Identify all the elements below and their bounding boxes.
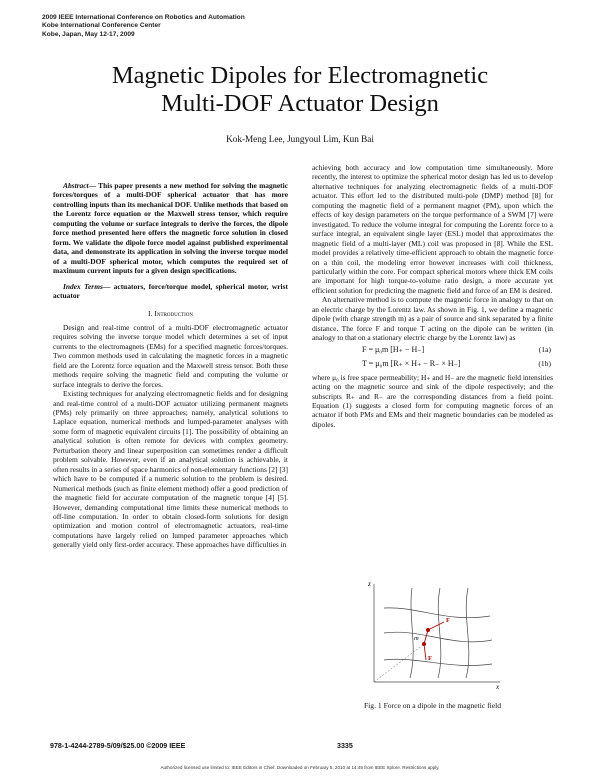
title-line-2: Multi-DOF Actuator Design <box>161 90 439 117</box>
title-line-1: Magnetic Dipoles for Electromagnetic <box>111 62 489 89</box>
section-title: Introduction <box>154 309 193 319</box>
force-label: F <box>428 655 432 662</box>
paper-title <box>0 62 600 118</box>
dipole-field-diagram <box>362 578 506 690</box>
field-line <box>384 632 492 642</box>
page-number: 3335 <box>337 742 353 750</box>
dipole-label: m <box>414 635 419 642</box>
index-terms-text: actuators, force/torque model, spherical motor, wrist actuator <box>53 281 288 300</box>
axis-label-x: x <box>496 683 500 690</box>
force-label: F <box>446 617 450 624</box>
paragraph: where μ₀ is free space permeability; H₊ and H₋ are the magnetic field intensities acting on the magnetic source and sink of the dipole respectively; and the subscripts R₊ and R₋ are the corresponding distances from a field point. Equation (1) suggests a closed form for computing magnetic forces of an actuator if both PMs and EMs and their magnetic boundaries can be modeled as dipoles. <box>312 372 553 429</box>
force-vector <box>428 622 444 630</box>
abstract-dash: — <box>88 181 97 190</box>
conference-name: 2009 IEEE International Conference on Robotics and Automation <box>42 14 245 21</box>
abstract-lead: Abstract <box>63 181 89 190</box>
equation-formula: F = μ₀m [H₊ − H₋] <box>362 344 425 354</box>
abstract-text: This paper presents a new method for solving the magnetic forces/torques of a multi-DOF spherical actuator that has more controlling inputs than its mechanical DOF. Unlike methods that based on the Lorentz force equation or the Maxwell stress tensor, which require computing the volume or surface integrals to derive the forces, the dipole force method presented here offers the magnetic force solution in closed form. We validate the dipole force model against published experimental data, and demonstrate its application in solving the inverse torque model of a multi-DOF spherical motor, which computes the required set of maximum current inputs for a given design specifications. <box>53 181 288 276</box>
right-column <box>312 163 553 429</box>
equation-number: (1b) <box>538 358 551 368</box>
dipole-axis <box>424 630 428 644</box>
left-column <box>53 181 288 550</box>
paragraph: An alternative method is to compute the magnetic force in analogy to that on an electric charge by the Lorentz law. As shown in Fig. 1, we define a magnetic dipole (with charge strength m) as a pair of source and sink separated by a finite distance. The force F and torque T acting on the dipole can be written (in analogy to that on a stationary electric charge by the Lorentz law) as <box>312 295 553 343</box>
abstract <box>53 181 288 276</box>
paragraph: Existing techniques for analyzing electromagnetic fields and for designing and real-time control of a multi-DOF actuator utilizing permanent magnets (PMs) rely primarily on three approaches; namely, analytical solutions to Laplace equation, numerical methods and lumped-parameter analyses with some form of magnetic equivalent circuits [1]. The possibility of obtaining an analytical solution is often remote for devices with complex geometry. Perturbation theory and linear superposition can sometimes render a difficult problem solvable. However, even if an analytical solution is achievable, it often results in a series of space harmonics of non-elementary functions [2] [3] which have to be computed if a numeric solution to the problem is desired. Numerical methods (such as finite element method) offer a good prediction of the magnetic field for accurate computation of the magnetic torque [4] [5]. However, demanding computational time limits these numerical methods to off-line computation. In order to obtain closed-form solutions for design optimization and motion control of electromagnetic actuators, real-time computations have largely relied on lumped parameter approaches which generally yield only first-order accuracy. These approaches have difficulties in <box>53 389 288 550</box>
figure-caption: Fig. 1 Force on a dipole in the magnetic field <box>363 701 502 710</box>
index-terms-lead: Index Terms <box>63 281 103 291</box>
dipole-source <box>426 628 430 632</box>
equation-1b <box>312 359 553 371</box>
axis-label-z: z <box>368 580 371 588</box>
field-line <box>384 608 490 618</box>
isbn-copyright: 978-1-4244-2789-5/09/$25.00 ©2009 IEEE <box>50 742 186 750</box>
position-vector <box>374 644 424 682</box>
field-line <box>438 588 441 678</box>
field-line <box>466 588 469 678</box>
figure-1 <box>362 578 506 690</box>
conference-header <box>42 14 245 39</box>
paragraph: achieving both accuracy and low computation time simultaneously. More recently, the interest to optimize the spherical motor design has led us to develop alternative techniques for analyzing electromagnetic fields of a multi-DOF actuator. This effort led to the distributed multi-pole (DMP) method [8] for computing the magnetic field of a permanent magnet (PM), upon which the effects of key design parameters on the torque performance of a SWM [7] were investigated. To reduce the volume integral for computing the Lorentz force to a surface integral, an equivalent single layer (ESL) model that approximates the magnetic field of a multi-layer (ML) coil was proposed in [8]. While the ESL model provides a relatively time-efficient approach to obtain the magnetic force on a thin coil, the modeling error however increases with coil thickness, particularly within the core. For compact spherical motors where thick EM coils are important for high torque-to-volume ratio design, a more accurate yet efficient solution for predicting the magnetic field and force of an EM is desired. <box>312 163 553 295</box>
paragraph: Design and real-time control of a multi-DOF electromagnetic actuator requires solving the inverse torque model which determines a set of input currents to the electromagnets (EMs) for a specified magnetic forces/torques. Two common methods used in calculating the magnetic forces in a magnetic field are the Lorentz force equation and the Maxwell stress tensor. Both these methods require solving the magnetic field and computing the volume or surface integrals to derive the forces. <box>53 322 288 389</box>
section-numeral: I. <box>148 309 153 319</box>
index-terms-dash: — <box>102 281 111 291</box>
index-terms <box>53 282 288 301</box>
equation-number: (1a) <box>538 344 551 354</box>
force-vector <box>424 644 426 660</box>
authorization-notice: Authorized licensed use limited to: IEEE Editors in Chief. Downloaded on February 5, 2010 at 14:49 from IEEE Xplore. Restrictions apply. <box>160 765 440 770</box>
conference-date: Kobe, Japan, May 12-17, 2009 <box>42 30 135 38</box>
author-list: Kok-Meng Lee, Jungyoul Lim, Kun Bai <box>226 134 374 144</box>
equation-1a <box>312 345 553 357</box>
conference-venue: Kobe International Conference Center <box>42 22 161 30</box>
section-heading <box>53 309 288 318</box>
equation-formula: T = μ₀m [R₊ × H₊ − R₋ × H₋] <box>362 358 461 368</box>
